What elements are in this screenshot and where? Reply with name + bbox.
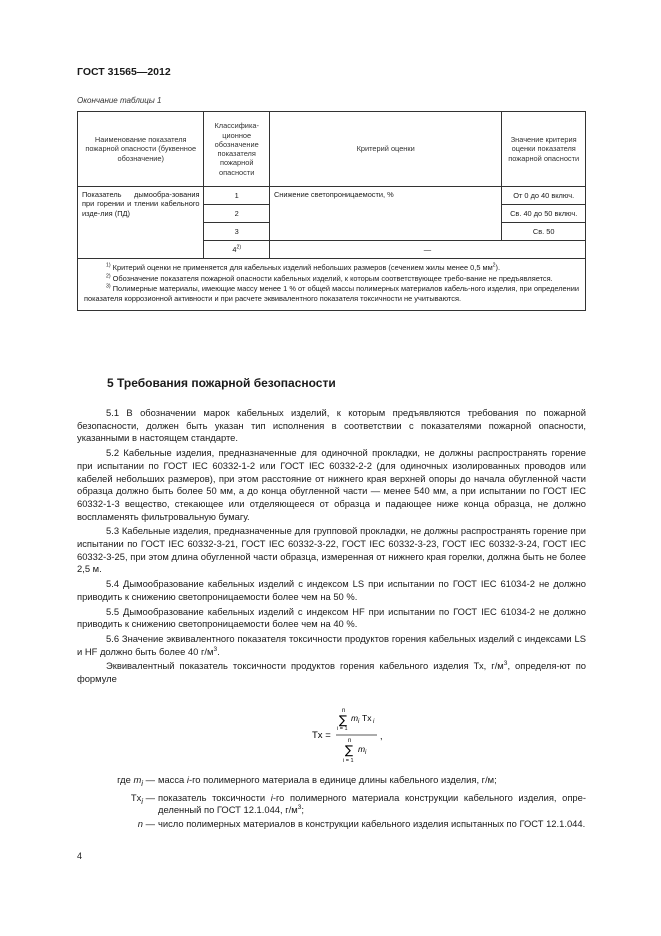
formula-upper-index: i = 1 xyxy=(337,726,348,732)
document-id: ГОСТ 31565—2012 xyxy=(77,66,171,78)
indicator-name: Показатель дымообра-зования при горении и тлении кабельного изде-лия (ПД) xyxy=(78,187,204,259)
formula-lower-m-sub: i xyxy=(365,750,367,756)
table-caption: Окончание таблицы 1 xyxy=(77,96,162,105)
formula-lower-index: i = 1 xyxy=(343,758,354,764)
header-class: Классифика-ционное обозначение показателя пожарной опасности xyxy=(204,112,269,187)
table-header-row xyxy=(78,112,586,187)
formula-comma: , xyxy=(380,731,383,741)
definition-text: число полимерных материалов в конструкции кабельного изделия испытанных по ГОСТ 12.1.044. xyxy=(158,817,586,829)
definition-item xyxy=(77,818,586,831)
footnote: $^{1)}$ Критерий оценки не применяется для кабельных изделий небольших размеров (сечением жилы менее 0,5 $мм^2$). xyxy=(106,262,501,272)
formula-upper-sum: ∑ xyxy=(339,713,348,727)
paragraph: Эквивалентный показатель токсичности продуктов горения кабельного изделия Тх, $г/м^3$, определя-ют по формуле xyxy=(77,660,587,685)
header-name: Наименование показателя пожарной опасности (буквенное обозначение) xyxy=(78,112,204,187)
section-title: 5 Требования пожарной безопасности xyxy=(107,376,336,390)
formula-lhs: Tx = xyxy=(312,730,331,741)
formula-upper-m: m xyxy=(351,713,359,723)
formula-lower-n: n xyxy=(348,738,352,744)
section-body xyxy=(77,407,586,688)
value-cell: Св. 50 xyxy=(502,223,586,241)
variable-definitions xyxy=(77,774,586,832)
header-value: Значение критерия оценки показателя пожарной опасности xyxy=(502,112,586,187)
class-cell: 2 xyxy=(204,205,269,223)
class-cell: 1 xyxy=(204,187,269,205)
footnote: $^{3)}$ Полимерные материалы, имеющие массу менее 1 % от общей массы полимерных материалов кабель-ного изделия, при определении показателя коррозионной активности и при расчете эквивалентного показателя токсичности не учитываются. xyxy=(84,283,579,303)
definition-term: n — xyxy=(137,817,155,829)
fire-hazard-table xyxy=(77,111,586,311)
formula-upper-m-sub: i xyxy=(358,719,360,725)
paragraph: 5.6 Значение эквивалентного показателя токсичности продуктов горения кабельных изделий с индексами LS и HF должно быть более 40 $г/м^3$. xyxy=(77,632,586,657)
criterion-cell: Снижение светопроницаемости, % xyxy=(269,187,501,241)
definition-text: показатель токсичности i-го полимерного материала конструкции кабельного изделия, опре-деленный по ГОСТ 12.1.044, $г/м^3$; xyxy=(158,791,586,816)
class-cell: 4$^{2)}$ xyxy=(204,241,269,259)
value-cell: Св. 40 до 50 включ. xyxy=(502,205,586,223)
formula-lower-m: m xyxy=(358,744,366,754)
class-cell: 3 xyxy=(204,223,269,241)
table-notes xyxy=(78,259,586,311)
header-criterion: Критерий оценки xyxy=(269,112,501,187)
paragraph: 5.4 Дымообразование кабельных изделий с индексом LS при испытании по ГОСТ IEC 61034-2 не должно приводить к снижению светопроницаемости более чем на 50 %. xyxy=(77,578,586,602)
value-cell: От 0 до 40 включ. xyxy=(502,187,586,205)
table-row xyxy=(78,187,586,205)
paragraph: 5.1 В обозначении марок кабельных изделий, к которым предъявляются требования по пожарной безопасности, должен быть указан тип исполнения в соответствии с показателями пожарной опасности, указанными в настоящем стандарте. xyxy=(77,407,586,444)
paragraph: 5.2 Кабельные изделия, предназначенные для одиночной прокладки, не должны распространять горение при испытании по ГОСТ IEC 60332-1-2 или ГОСТ IEC 60332-2-2 (для одиночных изолированных проводов или кабелей небольших размеров), при этом расстояние от нижнего края верхней опоры до начала обугленной части образца должно быть более 50 мм, а до конца обугленной части — менее 540 мм, а при испытании по ГОСТ IEC 60332-1-3 вещество, стекающее или отделяющееся от образца и падающее ниже конца образца, не должно воспламенять фильтровальную бумагу. xyxy=(77,447,586,522)
formula-lower-sum: ∑ xyxy=(345,743,354,757)
formula-upper-tx: Tx xyxy=(362,713,372,723)
definition-text: масса i-го полимерного материала в единице длины кабельного изделия, г/м; xyxy=(158,774,497,785)
paragraph: 5.3 Кабельные изделия, предназначенные для групповой прокладки, не должны распространять горение при испытании по ГОСТ IEC 60332-3-21, ГОСТ IEC 60332-3-22, ГОСТ IEC 60332-3-23, ГОСТ IEC 60332-3-24, ГОСТ IEC 60332-3-25, при этом длина обугленной части образца, измеренная от нижнего края горелки, должна быть не более 2,5 м. xyxy=(77,525,586,575)
definition-term: $Tx_i$ — xyxy=(130,791,155,806)
definition-item xyxy=(77,774,586,791)
toxicity-formula xyxy=(312,704,432,768)
definition-term: где $m_i$ — xyxy=(117,774,155,788)
formula-upper-tx-sub: i xyxy=(373,719,375,725)
page-number: 4 xyxy=(77,851,83,861)
dash-cell: — xyxy=(269,241,585,259)
formula-upper-n: n xyxy=(342,708,346,714)
paragraph: 5.5 Дымообразование кабельных изделий с индексом HF при испытании по ГОСТ IEC 61034-2 не должно приводить к снижению светопроницаемости более чем на 40 %. xyxy=(77,605,586,630)
definition-item xyxy=(77,792,586,817)
table-notes-row xyxy=(78,259,586,311)
footnote: $^{2)}$ Обозначение показателя пожарной опасности кабельных изделий, к которым соответствующее требо-вание не предъявляется. xyxy=(106,273,553,283)
